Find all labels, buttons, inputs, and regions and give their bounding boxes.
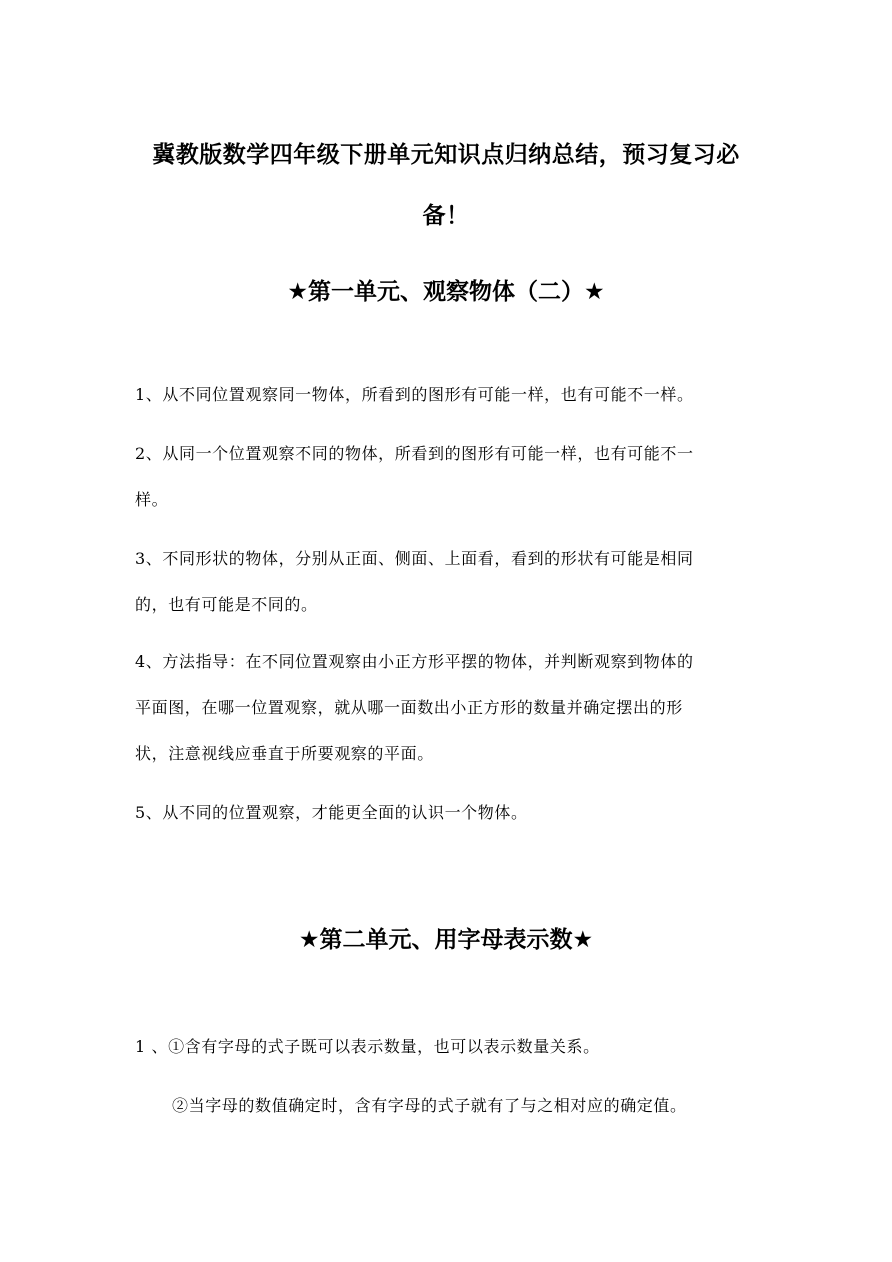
unit-2-heading: ★第二单元、用字母表示数★	[298, 927, 594, 953]
paragraph-line: 样。	[135, 490, 169, 509]
unit-1-item-3	[135, 536, 760, 628]
document-title-line-1: 冀教版数学四年级下册单元知识点归纳总结，预习复习必	[152, 142, 740, 168]
paragraph-line: 3、不同形状的物体，分别从正面、侧面、上面看，看到的形状有可能是相同	[135, 549, 694, 568]
paragraph-line: 1 、①含有字母的式子既可以表示数量，也可以表示数量关系。	[135, 1037, 600, 1056]
unit-1-item-4	[135, 639, 760, 777]
paragraph-line: 1、从不同位置观察同一物体，所看到的图形有可能一样，也有可能不一样。	[135, 385, 694, 404]
paragraph-line: 2、从同一个位置观察不同的物体，所看到的图形有可能一样，也有可能不一	[135, 444, 694, 463]
unit-1-item-2	[135, 431, 760, 523]
paragraph-line: ②当字母的数值确定时，含有字母的式子就有了与之相对应的确定值。	[172, 1096, 687, 1115]
paragraph-line: 5、从不同的位置观察，才能更全面的认识一个物体。	[135, 803, 528, 822]
unit-2-item-2	[172, 1083, 772, 1129]
unit-1-item-5	[135, 790, 760, 836]
paragraph-line: 状，注意视线应垂直于所要观察的平面。	[135, 744, 434, 763]
unit-1-item-1	[135, 372, 760, 418]
document-title-line-2: 备！	[422, 203, 470, 229]
paragraph-line: 的，也有可能是不同的。	[135, 595, 318, 614]
paragraph-line: 平面图，在哪一位置观察，就从哪一面数出小正方形的数量并确定摆出的形	[135, 698, 683, 717]
paragraph-line: 4、方法指导：在不同位置观察由小正方形平摆的物体，并判断观察到物体的	[135, 652, 694, 671]
unit-1-heading: ★第一单元、观察物体（二）★	[287, 279, 605, 305]
unit-2-item-1	[135, 1024, 760, 1070]
